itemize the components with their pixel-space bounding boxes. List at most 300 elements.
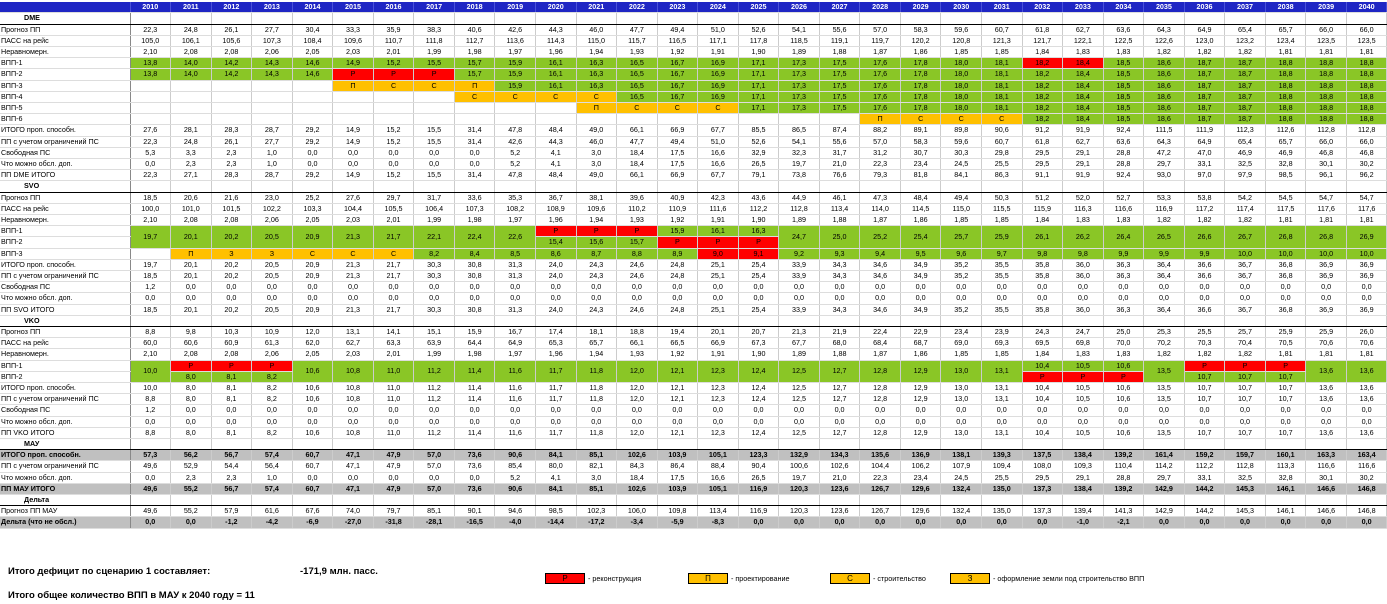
value-cell: 28,7 (252, 125, 293, 136)
value-cell: 8,2 (252, 371, 293, 382)
empty-cell (1346, 13, 1387, 24)
deficit-value: -171,9 млн. пасс. (300, 566, 378, 577)
value-cell: 18,8 (1265, 91, 1306, 102)
year-cell: 2012 (211, 2, 252, 13)
value-cell: 57,0 (860, 136, 901, 147)
value-cell (211, 114, 252, 125)
value-cell: 17,8 (900, 69, 941, 80)
value-cell: 0,0 (779, 293, 820, 304)
value-cell: 85,1 (576, 450, 617, 461)
row-label: Свободная ПС (0, 147, 130, 158)
value-cell: 13,6 (1346, 394, 1387, 405)
row-label: Прогноз ПП МАУ (0, 506, 130, 517)
empty-cell (454, 181, 495, 192)
value-cell: 2,3 (211, 158, 252, 169)
value-cell: 15,2 (373, 136, 414, 147)
value-cell: 73,6 (454, 483, 495, 494)
value-cell: 8,8 (130, 394, 171, 405)
value-cell: 2,01 (373, 349, 414, 360)
value-cell: 28,3 (211, 125, 252, 136)
value-cell: 0,0 (1184, 517, 1225, 528)
value-cell (414, 102, 455, 113)
value-cell: 84,1 (535, 483, 576, 494)
value-cell: 24,0 (535, 304, 576, 315)
row-label: ИТОГО проп. способн. (0, 383, 130, 394)
empty-cell (1103, 439, 1144, 450)
value-cell: 26,5 (1144, 226, 1185, 248)
empty-cell (779, 495, 820, 506)
table-row (0, 170, 1387, 181)
value-cell: 106,0 (617, 506, 658, 517)
value-cell: 0,0 (333, 147, 374, 158)
value-cell: 18,7 (1225, 69, 1266, 80)
value-cell: 25,4 (900, 226, 941, 248)
value-cell: 146,8 (1346, 483, 1387, 494)
value-cell: 138,4 (1063, 483, 1104, 494)
value-cell: 9,9 (1103, 248, 1144, 259)
value-cell: 17,6 (860, 69, 901, 80)
value-cell: 58,3 (900, 24, 941, 35)
value-cell: 11,8 (576, 427, 617, 438)
value-cell: 48,4 (535, 170, 576, 181)
value-cell: 146,1 (1265, 506, 1306, 517)
value-cell: 116,6 (1346, 461, 1387, 472)
value-cell: 122,1 (1063, 35, 1104, 46)
value-cell: 8,7 (576, 248, 617, 259)
value-cell: 23,9 (981, 326, 1022, 337)
empty-cell (941, 495, 982, 506)
value-cell: 33,9 (779, 259, 820, 270)
value-cell: 18,1 (981, 80, 1022, 91)
value-cell: 16,1 (535, 69, 576, 80)
value-cell: З (211, 248, 252, 259)
value-cell: 15,9 (454, 326, 495, 337)
empty-cell (1346, 495, 1387, 506)
value-cell: 0,0 (535, 405, 576, 416)
value-cell: 34,3 (819, 270, 860, 281)
empty-cell (1063, 13, 1104, 24)
value-cell: 52,0 (1063, 192, 1104, 203)
value-cell: 0,0 (1103, 405, 1144, 416)
value-cell: 15,7 (454, 58, 495, 69)
value-cell: 0,0 (941, 517, 982, 528)
value-cell: 29,5 (1022, 472, 1063, 483)
value-cell: 0,0 (454, 416, 495, 427)
value-cell: 10,4 (1022, 383, 1063, 394)
value-cell: 91,9 (1063, 125, 1104, 136)
empty-cell (373, 13, 414, 24)
value-cell: 10,3 (211, 326, 252, 337)
value-cell: 2,08 (171, 46, 212, 57)
table-row (0, 304, 1387, 315)
empty-cell (1265, 315, 1306, 326)
value-cell: 0,0 (252, 405, 293, 416)
value-cell: 123,4 (1265, 35, 1306, 46)
value-cell: 29,1 (1063, 158, 1104, 169)
year-cell: 2040 (1346, 2, 1387, 13)
empty-cell (738, 181, 779, 192)
value-cell: 1,2 (130, 282, 171, 293)
empty-cell (900, 439, 941, 450)
value-cell: 60,6 (171, 338, 212, 349)
value-cell: 66,0 (1346, 136, 1387, 147)
value-cell: 85,5 (738, 125, 779, 136)
value-cell: 13,6 (1306, 383, 1347, 394)
row-label: ВПП-1 (0, 58, 130, 69)
value-cell: 23,4 (900, 472, 941, 483)
value-cell: 1,90 (738, 214, 779, 225)
value-cell: 0,0 (1103, 282, 1144, 293)
value-cell: 109,8 (657, 506, 698, 517)
value-cell: 46,8 (1346, 147, 1387, 158)
value-cell: 114,2 (1144, 461, 1185, 472)
year-cell: 2027 (819, 2, 860, 13)
value-cell: 18,5 (1103, 58, 1144, 69)
value-cell: 108,4 (292, 35, 333, 46)
value-cell: 0,0 (981, 405, 1022, 416)
value-cell: 35,5 (981, 270, 1022, 281)
empty-cell (941, 13, 982, 24)
value-cell: 68,0 (819, 338, 860, 349)
table-row (0, 427, 1387, 438)
value-cell: 18,2 (1022, 58, 1063, 69)
value-cell: 54,2 (1225, 192, 1266, 203)
value-cell: 26,4 (1103, 226, 1144, 248)
value-cell (211, 91, 252, 102)
value-cell: 22,3 (130, 24, 171, 35)
value-cell: 14,2 (211, 58, 252, 69)
value-cell: 15,1 (414, 326, 455, 337)
value-cell: 0,0 (698, 293, 739, 304)
value-cell: 18,8 (1306, 114, 1347, 125)
value-cell: 18,5 (130, 192, 171, 203)
value-cell: 107,3 (252, 35, 293, 46)
value-cell: 43,6 (738, 192, 779, 203)
table-row (0, 338, 1387, 349)
value-cell: 36,6 (1184, 259, 1225, 270)
value-cell: 0,0 (1022, 282, 1063, 293)
value-cell: 65,4 (1225, 136, 1266, 147)
value-cell: 112,8 (1225, 461, 1266, 472)
empty-cell (130, 495, 171, 506)
value-cell: 35,8 (1022, 270, 1063, 281)
value-cell: 22,3 (860, 472, 901, 483)
value-cell: 0,0 (617, 282, 658, 293)
empty-cell (1144, 13, 1185, 24)
value-cell: 2,08 (211, 349, 252, 360)
legend-swatch-s: С (830, 573, 870, 584)
value-cell: 17,1 (738, 58, 779, 69)
section-title: МАУ (0, 439, 130, 450)
value-cell: 1,84 (1022, 46, 1063, 57)
value-cell (535, 102, 576, 113)
value-cell: 2,06 (252, 46, 293, 57)
value-cell: 102,6 (819, 461, 860, 472)
value-cell: 105,1 (698, 450, 739, 461)
row-label: ПП VKO ИТОГО (0, 427, 130, 438)
value-cell: 0,0 (292, 147, 333, 158)
value-cell: 0,0 (495, 293, 536, 304)
value-cell: 18,6 (1144, 114, 1185, 125)
value-cell: 18,4 (1063, 91, 1104, 102)
value-cell: 0,0 (657, 293, 698, 304)
value-cell: 10,6 (292, 394, 333, 405)
value-cell: 86,3 (981, 170, 1022, 181)
value-cell: 47,1 (333, 461, 374, 472)
value-cell: 24,0 (535, 270, 576, 281)
value-cell: 31,7 (414, 192, 455, 203)
empty-cell (1103, 13, 1144, 24)
value-cell: 18,1 (981, 58, 1022, 69)
value-cell: П (171, 248, 212, 259)
value-cell: 13,0 (941, 394, 982, 405)
value-cell: 17,8 (900, 91, 941, 102)
value-cell (414, 91, 455, 102)
value-cell: 32,5 (1225, 158, 1266, 169)
value-cell: 24,6 (617, 304, 658, 315)
value-cell: 1,88 (819, 214, 860, 225)
value-cell: 10,6 (292, 383, 333, 394)
section-header (0, 13, 1387, 24)
value-cell: 1,86 (900, 46, 941, 57)
value-cell: 18,7 (1225, 114, 1266, 125)
value-cell: 18,0 (941, 80, 982, 91)
value-cell: 1,90 (738, 349, 779, 360)
value-cell: 63,6 (1103, 24, 1144, 35)
row-label: Что можно обсл. доп. (0, 472, 130, 483)
value-cell: 47,7 (617, 136, 658, 147)
value-cell: 59,6 (941, 136, 982, 147)
value-cell: 66,0 (1346, 24, 1387, 35)
value-cell (292, 102, 333, 113)
table-row (0, 472, 1387, 483)
value-cell: 18,6 (1144, 58, 1185, 69)
value-cell: 31,7 (819, 147, 860, 158)
value-cell: Р (1063, 371, 1104, 382)
value-cell: 29,5 (1022, 158, 1063, 169)
value-cell: 36,4 (1144, 270, 1185, 281)
value-cell (779, 114, 820, 125)
value-cell: 12,4 (738, 394, 779, 405)
value-cell: 13,6 (1306, 427, 1347, 438)
value-cell: 65,4 (1225, 24, 1266, 35)
table-row (0, 114, 1387, 125)
value-cell: 101,0 (171, 203, 212, 214)
value-cell: 5,3 (130, 147, 171, 158)
year-cell: 2033 (1063, 2, 1104, 13)
value-cell: 24,3 (576, 304, 617, 315)
empty-cell (252, 181, 293, 192)
value-cell: 21,7 (373, 270, 414, 281)
value-cell: 29,8 (981, 147, 1022, 158)
value-cell (130, 80, 171, 91)
value-cell: 16,5 (617, 91, 658, 102)
value-cell: 25,0 (1103, 326, 1144, 337)
empty-cell (738, 13, 779, 24)
value-cell: 129,6 (900, 506, 941, 517)
legend-construction (830, 573, 926, 584)
value-cell: 13,5 (1144, 360, 1185, 382)
value-cell: 2,10 (130, 214, 171, 225)
value-cell: Р (617, 226, 658, 237)
value-cell: 57,9 (211, 506, 252, 517)
value-cell: 0,0 (779, 517, 820, 528)
value-cell: 121,3 (981, 35, 1022, 46)
value-cell: 13,5 (1144, 394, 1185, 405)
row-label: ПП с учетом ограничений ПС (0, 136, 130, 147)
value-cell: 11,8 (576, 360, 617, 382)
value-cell: 139,2 (1103, 483, 1144, 494)
value-cell: 67,6 (292, 506, 333, 517)
table-row (0, 349, 1387, 360)
value-cell: 36,9 (1346, 304, 1387, 315)
value-cell: 25,2 (292, 192, 333, 203)
empty-cell (1022, 315, 1063, 326)
value-cell: 2,01 (373, 214, 414, 225)
value-cell: 57,0 (414, 461, 455, 472)
empty-cell (535, 181, 576, 192)
value-cell: 10,8 (333, 427, 374, 438)
empty-cell (819, 315, 860, 326)
value-cell: 0,0 (171, 416, 212, 427)
value-cell: 16,7 (657, 91, 698, 102)
value-cell: 10,7 (1184, 394, 1225, 405)
value-cell: 0,0 (1225, 405, 1266, 416)
value-cell: 17,3 (779, 91, 820, 102)
value-cell: 13,1 (981, 360, 1022, 382)
section-title: DME (0, 13, 130, 24)
value-cell: 100,0 (130, 203, 171, 214)
value-cell: 19,4 (657, 326, 698, 337)
value-cell: 16,1 (535, 80, 576, 91)
row-label: ВПП-2 (0, 237, 130, 248)
value-cell: 17,1 (738, 69, 779, 80)
value-cell: 49,4 (657, 136, 698, 147)
value-cell: 0,0 (130, 293, 171, 304)
value-cell: 25,5 (981, 472, 1022, 483)
value-cell: 1,2 (130, 405, 171, 416)
value-cell: 21,7 (373, 226, 414, 248)
value-cell (576, 114, 617, 125)
value-cell: 0,0 (941, 405, 982, 416)
value-cell: 15,2 (373, 125, 414, 136)
value-cell: 9,4 (860, 248, 901, 259)
value-cell: 102,2 (252, 203, 293, 214)
value-cell: 12,9 (900, 427, 941, 438)
value-cell: 23,4 (941, 326, 982, 337)
value-cell: 92,4 (1103, 125, 1144, 136)
table-row (0, 259, 1387, 270)
value-cell: 0,0 (1144, 293, 1185, 304)
value-cell: 0,0 (292, 293, 333, 304)
value-cell: 17,1 (738, 80, 779, 91)
value-cell: 36,3 (1103, 304, 1144, 315)
value-cell: 11,7 (535, 394, 576, 405)
row-label: ВПП-3 (0, 80, 130, 91)
value-cell: 61,8 (1022, 24, 1063, 35)
value-cell (819, 114, 860, 125)
value-cell: 70,6 (1306, 338, 1347, 349)
value-cell: 29,2 (292, 170, 333, 181)
value-cell: 21,7 (373, 304, 414, 315)
value-cell: 12,8 (860, 360, 901, 382)
value-cell: 0,0 (292, 405, 333, 416)
value-cell (454, 102, 495, 113)
value-cell: 65,7 (1265, 136, 1306, 147)
empty-cell (981, 495, 1022, 506)
value-cell: 23,4 (900, 158, 941, 169)
value-cell: 1,92 (657, 46, 698, 57)
value-cell: 139,3 (981, 450, 1022, 461)
value-cell: 12,1 (657, 427, 698, 438)
value-cell: 0,0 (373, 147, 414, 158)
value-cell: 20,2 (211, 226, 252, 248)
value-cell: 18,8 (1346, 114, 1387, 125)
empty-cell (1346, 439, 1387, 450)
value-cell: 0,0 (860, 282, 901, 293)
value-cell: 123,2 (1225, 35, 1266, 46)
row-label: ВПП-4 (0, 91, 130, 102)
value-cell: 44,3 (535, 24, 576, 35)
empty-cell (535, 439, 576, 450)
value-cell: 0,0 (454, 282, 495, 293)
value-cell: 8,0 (171, 383, 212, 394)
empty-cell (941, 181, 982, 192)
value-cell: Р (1022, 371, 1063, 382)
value-cell: 63,3 (373, 338, 414, 349)
value-cell: 11,4 (454, 360, 495, 382)
value-cell: 87,4 (819, 125, 860, 136)
value-cell (130, 91, 171, 102)
value-cell: 1,93 (617, 349, 658, 360)
value-cell: 0,0 (171, 282, 212, 293)
value-cell: 113,3 (1265, 461, 1306, 472)
year-cell: 2014 (292, 2, 333, 13)
value-cell: 70,3 (1184, 338, 1225, 349)
empty-cell (576, 181, 617, 192)
value-cell: 24,8 (171, 24, 212, 35)
empty-cell (779, 439, 820, 450)
empty-cell (657, 315, 698, 326)
empty-cell (373, 495, 414, 506)
value-cell: 14,2 (211, 69, 252, 80)
value-cell: 42,6 (495, 24, 536, 35)
value-cell: 18,2 (1022, 69, 1063, 80)
value-cell: 68,4 (860, 338, 901, 349)
value-cell: 103,9 (657, 483, 698, 494)
value-cell: 25,9 (1265, 326, 1306, 337)
value-cell: 20,2 (211, 270, 252, 281)
value-cell: 0,0 (1306, 293, 1347, 304)
value-cell: 14,0 (171, 69, 212, 80)
section-title: SVO (0, 181, 130, 192)
value-cell: 36,0 (1063, 304, 1104, 315)
value-cell: 1,85 (981, 349, 1022, 360)
value-cell: 10,8 (333, 360, 374, 382)
value-cell: 15,9 (495, 58, 536, 69)
value-cell: 123,0 (1184, 35, 1225, 46)
empty-cell (1306, 495, 1347, 506)
value-cell: 0,0 (900, 293, 941, 304)
value-cell: П (576, 102, 617, 113)
value-cell: 13,8 (130, 69, 171, 80)
value-cell: -3,4 (617, 517, 658, 528)
legend-swatch-p: П (688, 573, 728, 584)
value-cell: 112,2 (1184, 461, 1225, 472)
value-cell: 30,3 (414, 270, 455, 281)
value-cell: 26,2 (1063, 226, 1104, 248)
value-cell: 57,4 (252, 450, 293, 461)
